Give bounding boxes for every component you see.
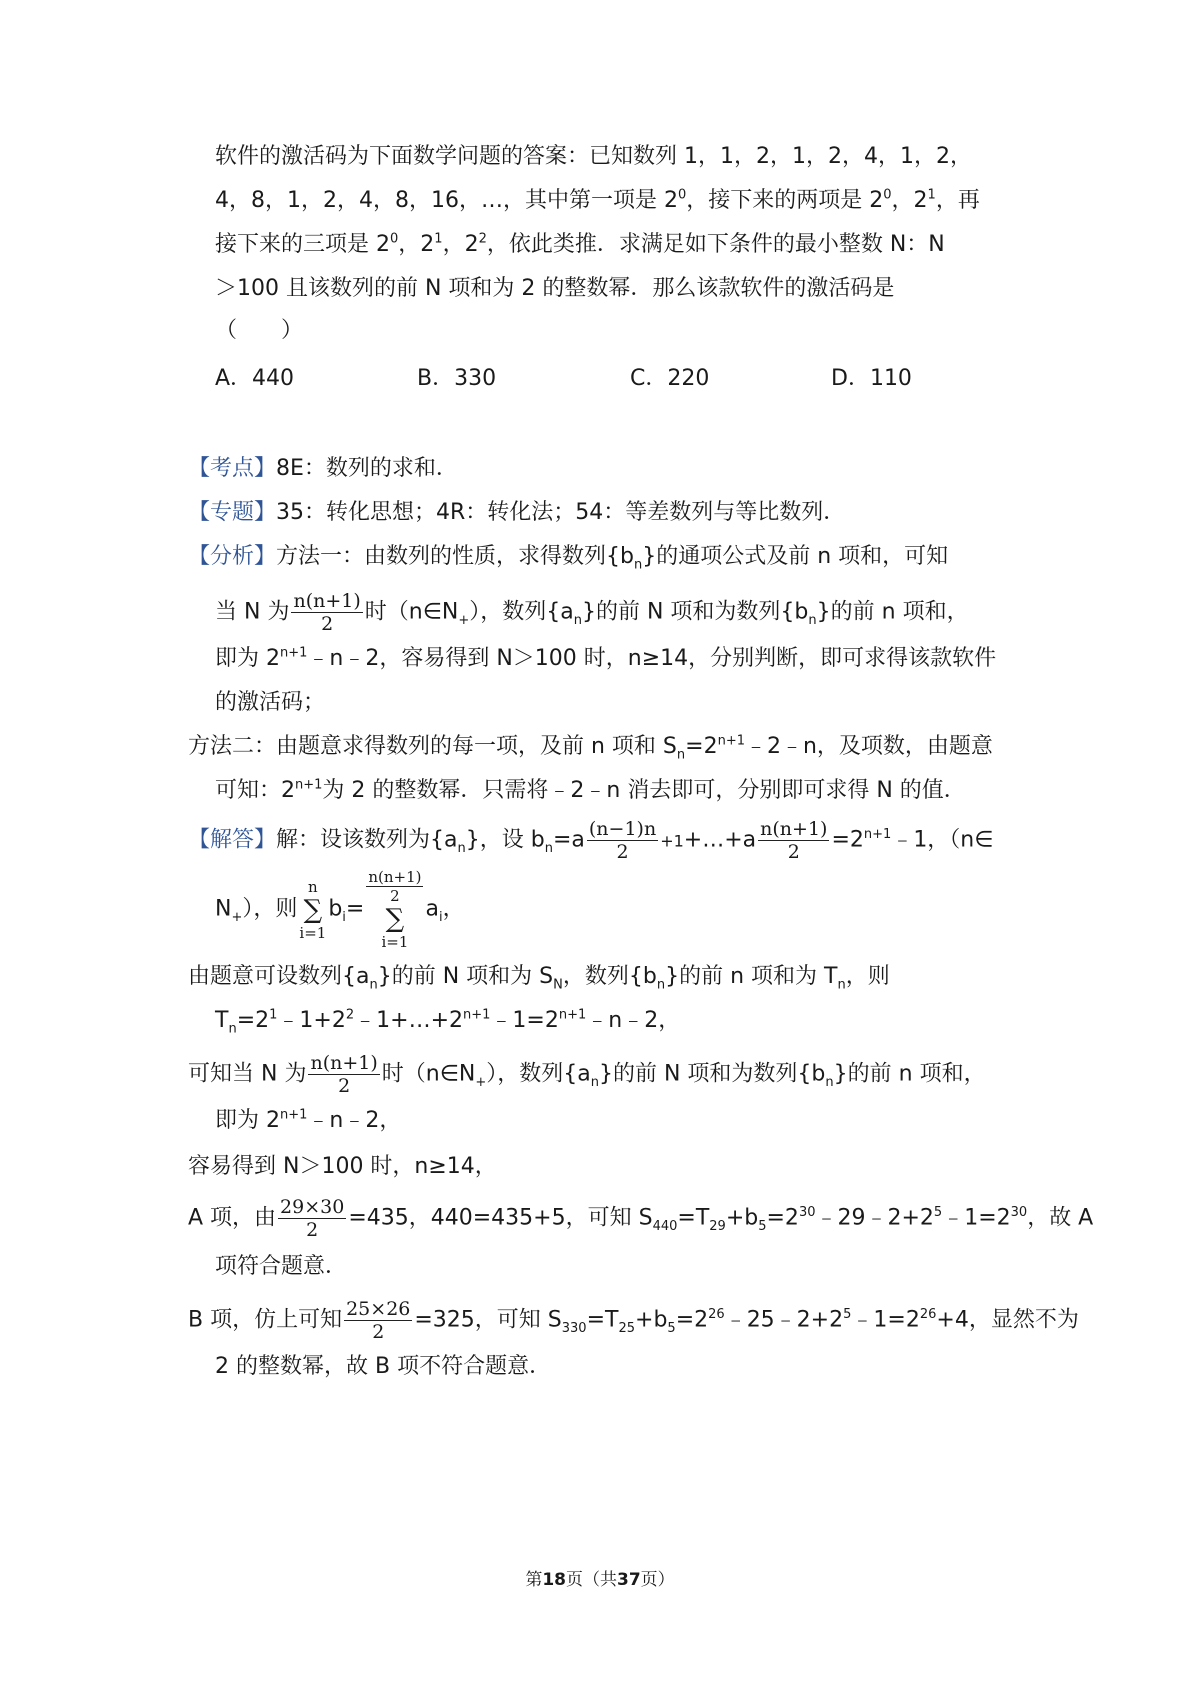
- jieda-line-6: 即为 $2^{n+1}﹣n﹣2$，: [215, 1107, 402, 1133]
- jieda-line-3: 由题意可设数列$\{a_n\}$的前 N 项和为 $S_N$，数列$\{b_n\}$的前 n 项和为 $T_n$，则: [188, 964, 890, 993]
- jieda-line-5: 可知当 N 为 $\frac{n(n+1)}{2}$ 时$(n\in N_+)$，数列$\{a_n\}$的前 N 项和为数列$\{b_n\}$的前 n 项和，: [188, 1052, 986, 1097]
- page-footer: 第18页（共37页）: [525, 1570, 675, 1590]
- fenxi-line-3: 即为 $2^{n+1}﹣n﹣2$，容易得到 N＞100 时，n≥14，分别判断，即可求得该款软件: [215, 645, 997, 671]
- jieda-line-11: 2 的整数幂，故 B 项不符合题意．: [215, 1354, 552, 1379]
- question-line-4: ＞100 且该数列的前 N 项和为 2 的整数幂．那么该款软件的激活码是: [215, 276, 895, 301]
- zhuanti-line: 【专题】35：转化思想；4R：转化法；54：等差数列与等比数列．: [188, 500, 846, 525]
- question-line-5: （ ）: [215, 318, 304, 343]
- jieda-line-9: 项符合题意．: [215, 1254, 348, 1279]
- kaodian-line: 【考点】8E：数列的求和．: [188, 456, 458, 481]
- jieda-line-7: 容易得到 N＞100 时，n≥14，: [188, 1154, 497, 1179]
- fenxi-line-2: 当 N 为 $\frac{n(n+1)}{2}$ 时$(n\in N_+)$，数列$\{a_n\}$的前 N 项和为数列$\{b_n\}$的前 n 项和，: [215, 590, 969, 635]
- jieda-line-2: $N_+$），则 n ∑ i=1 $b_i=$ $\frac{n(n+1)}{2}$ ∑ i=1 $a_i$，: [215, 868, 465, 951]
- options-row: [215, 364, 1015, 394]
- sum-symbol: n ∑ i=1: [299, 877, 327, 942]
- jieda-line-8: A 项，由 $\frac{29\times 30}{2}$ =435，440=435+5，可知 $S_{440}=T_{29}+b_5=2^{30}﹣29﹣2+2^5﹣1=2^{30}$，故 A: [188, 1196, 1094, 1241]
- fraction: $\frac{n(n+1)}{2}$: [293, 590, 361, 635]
- fraction: $\frac{25\times 26}{2}$: [346, 1298, 411, 1343]
- jieda-line-4: $T_n=2^1﹣1+2^2﹣1+\dots+2^{n+1}﹣1=2^{n+1}﹣n﹣2$，: [215, 1007, 681, 1037]
- question-line-3: 接下来的三项是 $2^0$，$2^1$，$2^2$，依此类推．求满足如下条件的最小整数 N：N: [215, 231, 945, 257]
- fraction: $\frac{(n-1)n}{2}$: [588, 818, 657, 863]
- option-c: C．220: [630, 366, 710, 391]
- fenxi-method2-line-1: 方法二：由题意求得数列的每一项，及前 n 项和 $S_n=2^{n+1}﹣2﹣n$，及项数，由题意: [188, 733, 993, 763]
- option-d: D．110: [831, 366, 912, 391]
- fraction: $\frac{n(n+1)}{2}$: [760, 818, 828, 863]
- sum-symbol: $\frac{n(n+1)}{2}$ ∑ i=1: [368, 868, 422, 951]
- question-line-1: 软件的激活码为下面数学问题的答案：已知数列 1，1，2，1，2，4，1，2，: [215, 144, 972, 169]
- jieda-line-10: B 项，仿上可知 $\frac{25\times 26}{2}$ =325，可知 $S_{330}=T_{25}+b_5=2^{26}﹣25﹣2+2^5﹣1=2^{26}+4$，显然不为: [188, 1298, 1079, 1343]
- fenxi-method2-line-2: 可知：$2^{n+1}$为 2 的整数幂．只需将﹣2﹣n 消去即可，分别即可求得 N 的值．: [215, 777, 966, 803]
- jieda-line-1: 【解答】解：设该数列为$\{a_n\}$，设 $b_n=a$ $\frac{(n-1)n}{2}$ +1+…+a $\frac{n(n+1)}{2}$ $=2^{n+1}﹣1$，（n∈: [188, 818, 994, 863]
- fraction: $\frac{29\times 30}{2}$: [280, 1196, 345, 1241]
- fenxi-line-4: 的激活码；: [215, 690, 326, 715]
- option-b: B．330: [417, 366, 497, 391]
- option-a: A．440: [215, 366, 295, 391]
- fenxi-line-1: 【分析】方法一：由数列的性质，求得数列$\{b_n\}$的通项公式及前 n 项和，可知: [188, 544, 949, 573]
- fraction: $\frac{n(n+1)}{2}$: [310, 1052, 378, 1097]
- question-line-2: 4，8，1，2，4，8，16，…，其中第一项是 $2^0$，接下来的两项是 $2^0$，$2^1$，再: [215, 187, 980, 213]
